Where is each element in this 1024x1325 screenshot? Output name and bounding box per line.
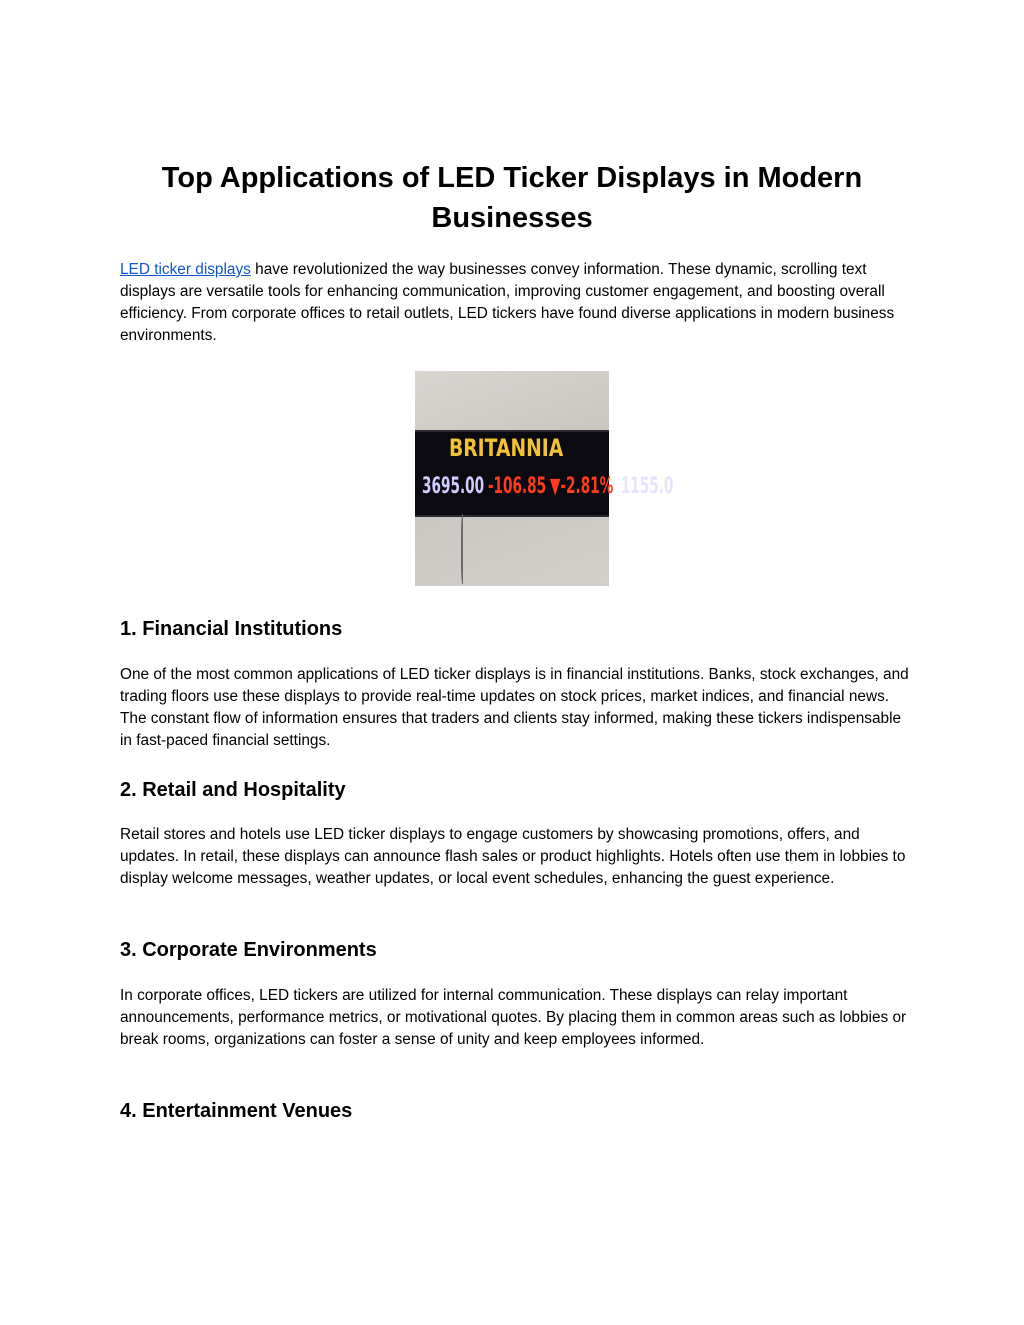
led-ticker-link[interactable]: LED ticker displays — [120, 261, 251, 278]
led-next-price: 1155.0 — [620, 474, 674, 499]
led-price: 3695.00 — [422, 474, 485, 499]
led-change: -106.85 — [487, 474, 547, 499]
intro-paragraph — [120, 259, 910, 347]
led-board — [415, 430, 674, 517]
page-title: Top Applications of LED Ticker Displays in Modern Businesses — [161, 162, 863, 234]
section-heading-entertainment: 4. Entertainment Venues — [120, 1100, 353, 1122]
power-cable — [461, 514, 466, 584]
section-body-retail: Retail stores and hotels use LED ticker displays to engage customers by showcasing promotions, offers, and updates. In retail, these displays can announce flash sales or product highlights. Hotels often use them in lobbies to display welcome messages, weather updates, or local event schedules, enhancing the guest experience. — [120, 826, 906, 887]
led-percent: ▼-2.81% — [549, 474, 614, 499]
intro-text: have revolutionized the way businesses convey information. These dynamic, scrolling text displays are versatile tools for enhancing communication, improving customer engagement, and boosting overall efficiency. From corporate offices to retail outlets, LED tickers have found diverse applications in modern business environments. — [120, 261, 895, 344]
section-heading-financial: 1. Financial Institutions — [120, 618, 343, 640]
section-body-corporate: In corporate offices, LED tickers are utilized for internal communication. These displays can relay important announcements, performance metrics, or motivational quotes. By placing them in common areas such as lobbies or break rooms, organizations can foster a sense of unity and keep employees informed. — [120, 987, 907, 1048]
led-price-row — [422, 474, 673, 499]
section-body-financial: One of the most common applications of LED ticker displays is in financial institutions. Banks, stock exchanges, and trading floors use these displays to provide real-time updates on stock prices, market indices, and financial news. The constant flow of information ensures that traders and clients stay informed, making these tickers indispensable in fast-paced financial settings. — [120, 666, 909, 749]
led-ticker-photo — [415, 371, 674, 586]
section-heading-corporate: 3. Corporate Environments — [120, 939, 377, 961]
section-heading-retail: 2. Retail and Hospitality — [120, 779, 346, 801]
led-company-name: BRITANNIA — [449, 434, 564, 462]
